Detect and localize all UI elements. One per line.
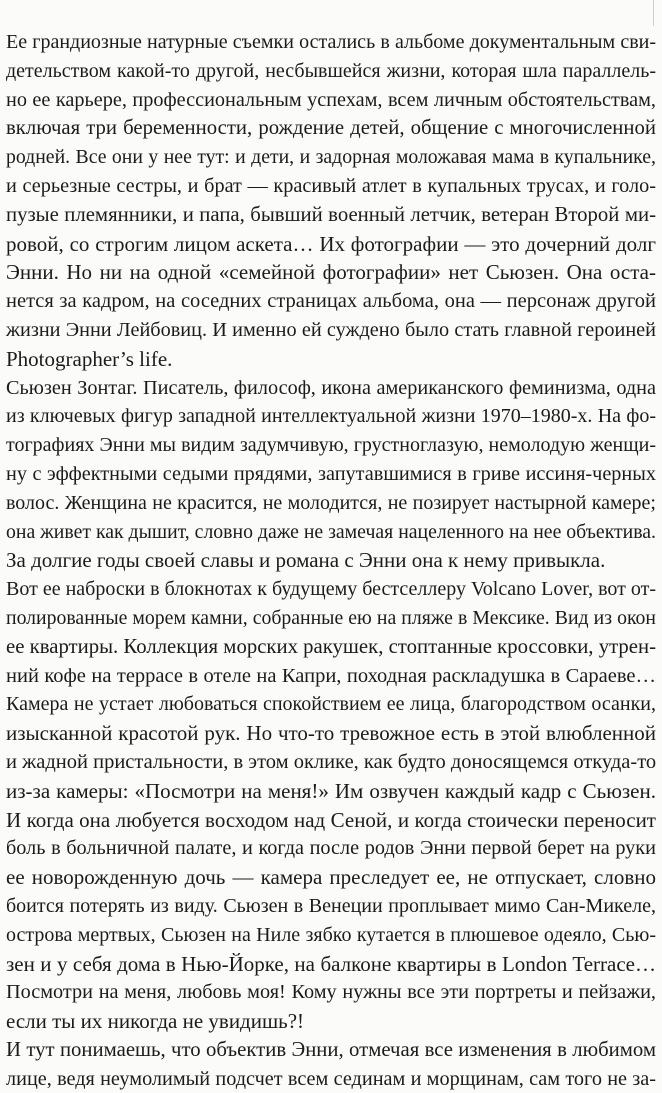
text-line: из-за камеры: «Посмотри на меня!» Им озвучен каждый кадр с Сьюзен.: [6, 778, 656, 803]
text-line: острова мертвых, Сьюзен на Ниле зябко кутается в плюшевое одеяло, Сью-: [6, 923, 656, 946]
text-line: боль в больничной палате, и когда после родов Энни первой берет на руки: [6, 837, 656, 860]
text-line: включая три беременности, рождение детей, общение с многочисленной: [6, 117, 656, 140]
text-line: Сьюзен Зонтаг. Писатель, философ, икона американского феминизма, одна: [6, 376, 656, 399]
paragraph-3: [0, 575, 662, 1036]
text-line: пузые племянники, и папа, бывший военный летчик, ветеран Второй ми-: [6, 203, 656, 226]
text-line: детельством какой-то другой, несбывшейся жизни, которая шла параллель-: [6, 59, 656, 82]
text-line: боится потерять из виду. Сьюзен в Венеции проплывает мимо Сан-Микеле,: [6, 894, 656, 917]
paragraph-4: [0, 1036, 662, 1093]
text-line: из ключевых фигур западной интеллектуальной жизни 1970–1980-х. На фо-: [6, 405, 656, 428]
text-line: и жадной пристальности, в этом оклике, как будто доносящемся откуда-то: [6, 750, 657, 773]
text-line: родней. Все они у нее тут: и дети, и задорная моложавая мама в купальнике,: [6, 146, 656, 169]
text-line: За долгие годы своей славы и романа с Энни она к нему привыкла.: [6, 548, 606, 573]
text-line: жизни Энни Лейбовиц. И именно ей суждено было стать главной героиней: [6, 318, 656, 341]
text-line: Photographer’s life.: [6, 346, 173, 371]
paragraph-1: [0, 28, 662, 374]
text-line: Камера не устает любоваться спокойствием ее лица, благородством осанки,: [6, 693, 656, 716]
text-line: но ее карьере, профессиональным успехам, всем личным обстоятельствам,: [6, 88, 656, 111]
page-edge-mark: [653, 0, 654, 26]
text-line: полированные морем камни, собранные ею на пляже в Мексике. Вид из окон: [6, 606, 656, 629]
text-line: ну с эффектными седыми прядями, запутавшимися в гриве иссиня-черных: [6, 462, 656, 485]
paragraph-2: [0, 374, 662, 576]
text-line: и серьезные сестры, и брат — красивый атлет в купальных трусах, и голо-: [6, 174, 656, 197]
text-line: ее квартиры. Коллекция морских ракушек, стоптанные кроссовки, утрен-: [6, 635, 656, 658]
text-line: лице, ведя неумолимый подсчет всем сединам и морщинам, сам того не за-: [6, 1067, 656, 1090]
text-line: Энни. Но ни на одной «семейной фотографии» нет Сьюзен. Она оста-: [6, 260, 656, 285]
text-line: она живет как дышит, словно даже не замечая нацеленного на нее объектива.: [6, 520, 656, 543]
text-line: ее новорожденную дочь — камера преследует ее, не отпускает, словно: [6, 865, 656, 890]
text-line: нется за кадром, на соседних страницах альбома, она — персонаж другой: [6, 290, 656, 313]
text-line: Посмотри на меня, любовь моя! Кому нужны все эти портреты и пейзажи,: [6, 981, 656, 1004]
text-line: ний кофе на террасе в отеле на Капри, походная раскладушка в Сараеве…: [6, 664, 656, 687]
text-line: волос. Женщина не красится, не молодится, не позирует настырной камере;: [6, 491, 656, 514]
text-line: И тут понимаешь, что объектив Энни, отмечая все изменения в любимом: [6, 1038, 656, 1061]
text-line: ровой, со строгим лицом аскета… Их фотографии — это дочерний долг: [6, 231, 656, 256]
text-line: если ты их никогда не увидишь?!: [6, 1009, 305, 1034]
text-line: тографиях Энни мы видим задумчивую, грустноглазую, немолодую женщи-: [6, 434, 656, 457]
text-line: И когда она любуется восходом над Сеной, и когда стоически переносит: [6, 807, 656, 832]
text-line: Ее грандиозные натурные съемки остались в альбоме документальным сви-: [6, 31, 656, 53]
text-line: изысканной красотой рук. Но что-то тревожное есть в этой влюбленной: [6, 721, 656, 746]
text-line: Вот ее наброски в блокнотах к будущему бестселлеру Volcano Lover, вот от-: [6, 578, 656, 601]
document-page: [0, 28, 662, 1090]
text-line: зен и у себя дома в Нью-Йорке, на балконе квартиры в London Terrace…: [6, 951, 656, 976]
